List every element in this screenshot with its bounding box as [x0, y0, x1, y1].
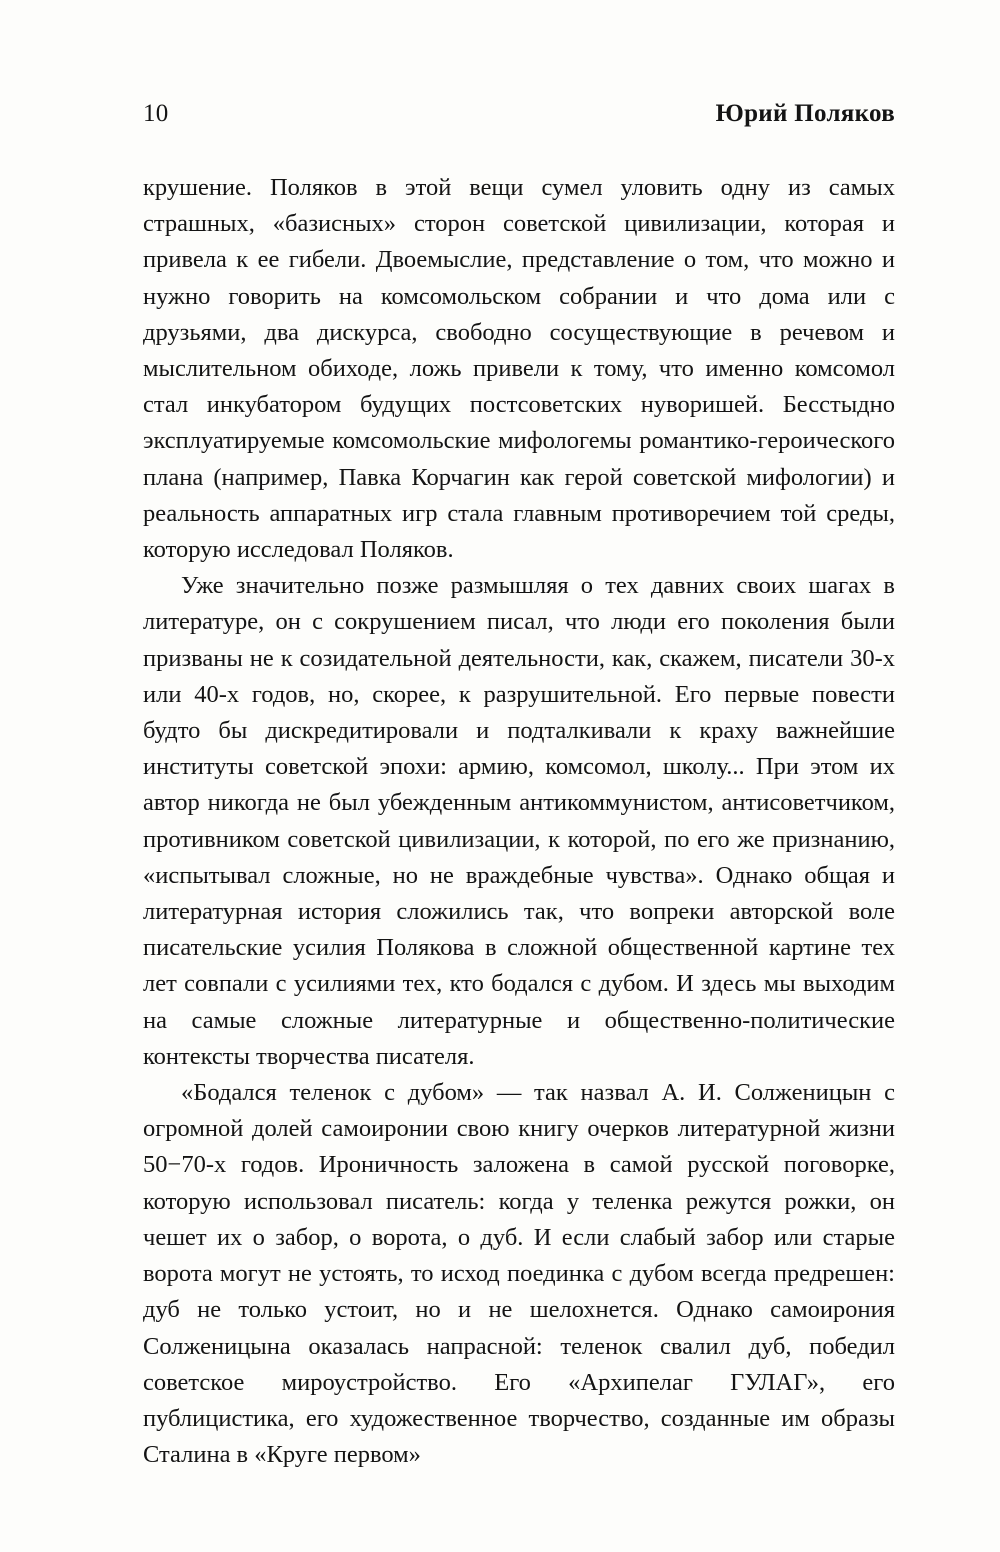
running-head-author: Юрий Поляков: [715, 100, 895, 127]
page-number: 10: [143, 100, 169, 127]
paragraph: крушение. Поляков в этой вещи сумел уловить одну из самых страшных, «базисных» сторон советской цивилизации, которая и привела к ее гибели. Двоемыслие, представление о том, что можно и нужно говорить на комсомольском собрании и что дома или с друзьями, два дискурса, свободно сосуществующие в речевом и мыслительном обиходе, ложь привели к тому, что именно комсомол стал инкубатором будущих постсоветских нуворишей. Бесстыдно эксплуатируемые комсомольские мифологемы романтико-героического плана (например, Павка Корчагин как герой советской мифологии) и реальность аппаратных игр стала главным противоречием той среды, которую исследовал Поляков.: [143, 174, 895, 564]
paragraph: Уже значительно позже размышляя о тех давних своих шагах в литературе, он с сокрушением писал, что люди его поколения были призваны не к созидательной деятельности, как, скажем, писатели 30-х или 40-х годов, но, скорее, к разрушительной. Его первые повести будто бы дискредитировали и подталкивали к краху важнейшие институты советской эпохи: армию, комсомол, школу... При этом их автор никогда не был убежденным антикоммунистом, антисоветчиком, противником советской цивилизации, к которой, по его же признанию, «испытывал сложные, но не враждебные чувства». Однако общая и литературная история сложились так, что вопреки авторской воле писательские усилия Полякова в сложной общественной картине тех лет совпали с усилиями тех, кто бодался с дубом. И здесь мы выходим на самые сложные литературные и общественно-политические контексты творчества писателя.: [143, 572, 895, 1070]
page-content: [143, 100, 895, 1473]
running-head: [143, 100, 895, 128]
paragraph: «Бодался теленок с дубом» — так назвал А. И. Солженицын с огромной долей самоиронии свою книгу очерков литературной жизни 50−70-х годов. Ироничность заложена в самой русской поговорке, которую использовал писатель: когда у теленка режутся рожки, он чешет их о забор, о ворота, о дуб. И если слабый забор или старые ворота могут не устоять, то исход поединка с дубом всегда предрешен: дуб не только устоит, но и не шелохнется. Однако самоирония Солженицына оказалась напрасной: теленок свалил дуб, победил советское мироустройство. Его «Архипелаг ГУЛАГ», его публицистика, его художественное творчество, созданные им образы Сталина в «Круге первом»: [143, 1079, 895, 1469]
body-text: [143, 170, 895, 1473]
